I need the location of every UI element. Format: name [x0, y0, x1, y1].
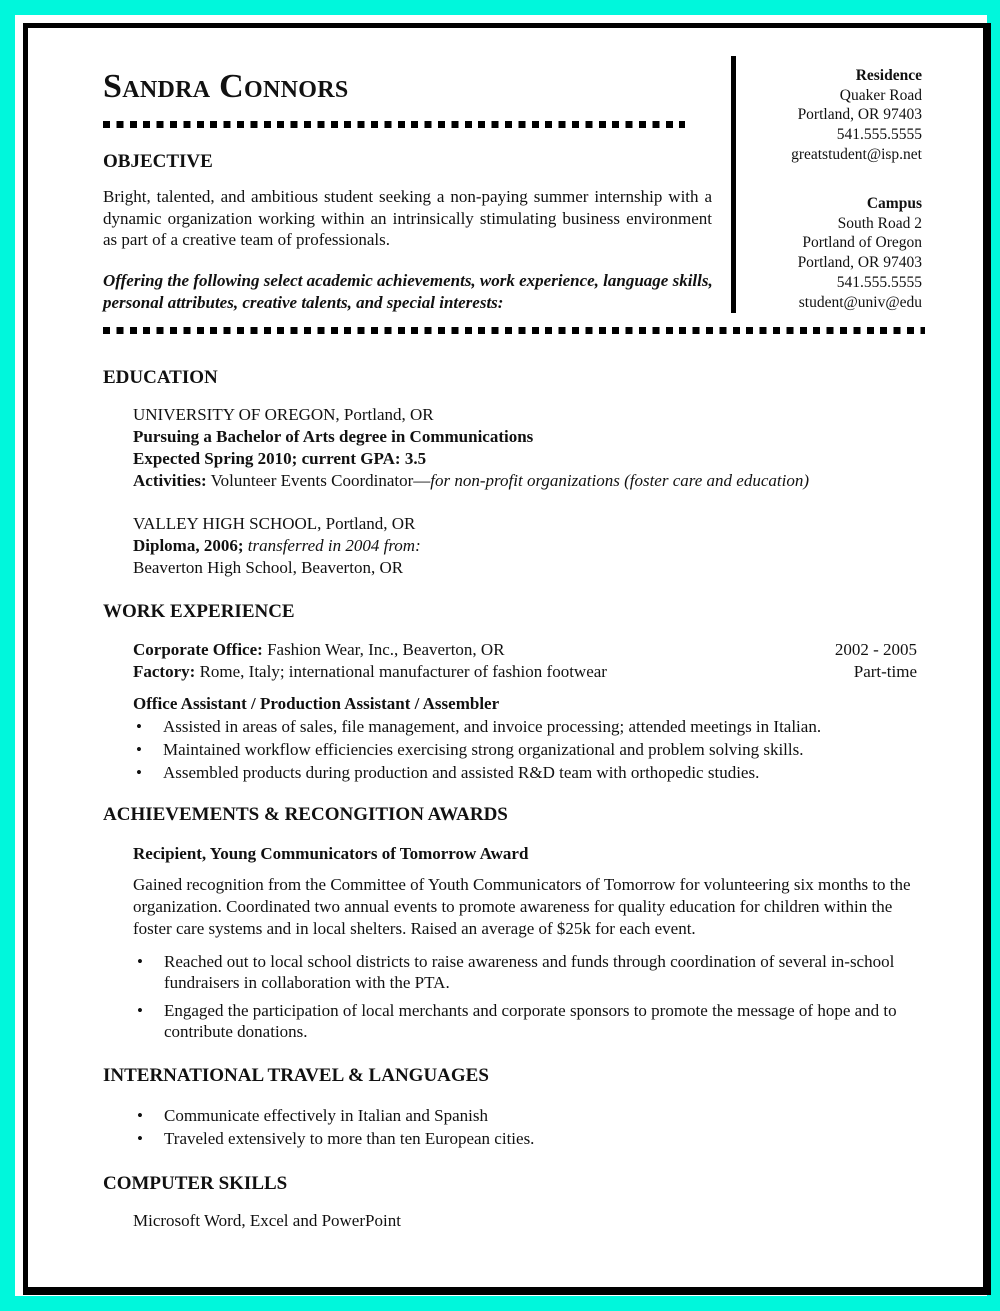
campus-contact: [798, 194, 922, 312]
objective-heading: OBJECTIVE: [103, 151, 213, 172]
activities-detail: for non-profit organizations (foster care and education): [430, 471, 809, 490]
campus-line: Portland, OR 97403: [797, 254, 922, 272]
travel-heading: INTERNATIONAL TRAVEL & LANGUAGES: [103, 1065, 489, 1086]
job-title: Office Assistant / Production Assistant / Assembler: [133, 694, 500, 713]
university-activities: [133, 470, 809, 492]
campus-phone: 541.555.5555: [836, 273, 922, 291]
residence-line: Portland, OR 97403: [797, 106, 922, 124]
dotted-divider: [103, 327, 925, 334]
residence-email[interactable]: greatstudent@isp.net: [791, 145, 922, 163]
education-high-school: [133, 513, 421, 579]
vertical-divider: [731, 56, 736, 313]
work-role: [133, 693, 821, 784]
list-item: • Reached out to local school districts to raise awareness and funds through coordination of several in-school fundraisers in collaboration with the PTA.: [133, 951, 923, 993]
high-school-name: VALLEY HIGH SCHOOL, Portland, OR: [133, 514, 416, 533]
education-heading: EDUCATION: [103, 367, 218, 388]
objective-text: Bright, talented, and ambitious student seeking a non-paying summer internship with a dynamic organization working within an intrinsically stimulating business environment as part of a creative team of professionals.: [103, 187, 712, 249]
university-degree: Pursuing a Bachelor of Arts degree in Communications: [133, 427, 534, 446]
university-name: UNIVERSITY OF OREGON, Portland, OR: [133, 405, 434, 424]
factory-label: Factory:: [133, 662, 196, 681]
residence-phone: 541.555.5555: [836, 126, 922, 144]
list-item: • Maintained workflow efficiencies exercising strong organizational and problem solving skills.: [132, 738, 821, 761]
university-expected: Expected Spring 2010; current GPA: 3.5: [133, 449, 427, 468]
diploma-label: Diploma, 2006;: [133, 536, 244, 555]
dotted-divider: [103, 121, 685, 128]
activities-text: Volunteer Events Coordinator—: [206, 471, 431, 490]
achievements-heading: ACHIEVEMENTS & RECONGITION AWARDS: [103, 804, 508, 825]
offering-text: Offering the following select academic achievements, work experience, language skills, personal attributes, creative talents, and special interests:: [103, 271, 713, 312]
campus-email[interactable]: student@univ@edu: [798, 293, 922, 311]
activities-label: Activities:: [133, 471, 207, 490]
transfer-note: transferred in 2004 from:: [243, 536, 421, 555]
list-item: • Engaged the participation of local merchants and corporate sponsors to promote the message of hope and to contribute donations.: [133, 1000, 923, 1042]
factory-text: Rome, Italy; international manufacturer of fashion footwear: [195, 662, 607, 681]
work-type: Part-time: [853, 662, 917, 681]
list-item: • Traveled extensively to more than ten European cities.: [133, 1127, 534, 1150]
residence-contact: [791, 66, 922, 165]
education-university: [133, 404, 809, 492]
list-item: • Assembled products during production and assisted R&D team with orthopedic studies.: [132, 761, 821, 784]
award-description: Gained recognition from the Committee of Youth Communicators of Tomorrow for volunteering six months to the organization. Coordinated two annual events to promote awareness for quality education for children within the foster care systems and in local shelters. Raised an average of $25k for each event.: [133, 875, 911, 938]
previous-school: Beaverton High School, Beaverton, OR: [133, 558, 404, 577]
residence-line: Quaker Road: [839, 86, 922, 104]
high-school-diploma: [133, 535, 421, 557]
travel-block: [133, 1104, 534, 1150]
residence-label: Residence: [855, 67, 922, 84]
work-heading: WORK EXPERIENCE: [103, 601, 295, 622]
corporate-row: [133, 639, 917, 661]
list-item: • Communicate effectively in Italian and Spanish: [133, 1104, 534, 1127]
work-employer: [133, 639, 917, 683]
candidate-name: Sandra Connors: [103, 68, 349, 105]
corporate-text: Fashion Wear, Inc., Beaverton, OR: [262, 640, 505, 659]
campus-line: Portland of Oregon: [802, 234, 922, 252]
list-item: • Assisted in areas of sales, file management, and invoice processing; attended meetings in Italian.: [132, 715, 821, 738]
work-dates: 2002 - 2005: [834, 640, 917, 659]
campus-label: Campus: [866, 195, 922, 212]
factory-row: [133, 661, 917, 683]
campus-line: South Road 2: [837, 214, 922, 232]
computer-skills: Microsoft Word, Excel and PowerPoint: [133, 1211, 401, 1230]
computer-heading: COMPUTER SKILLS: [103, 1173, 288, 1194]
achievements-block: [133, 843, 923, 1042]
corporate-label: Corporate Office:: [133, 640, 263, 659]
award-title: Recipient, Young Communicators of Tomorrow Award: [133, 844, 529, 863]
